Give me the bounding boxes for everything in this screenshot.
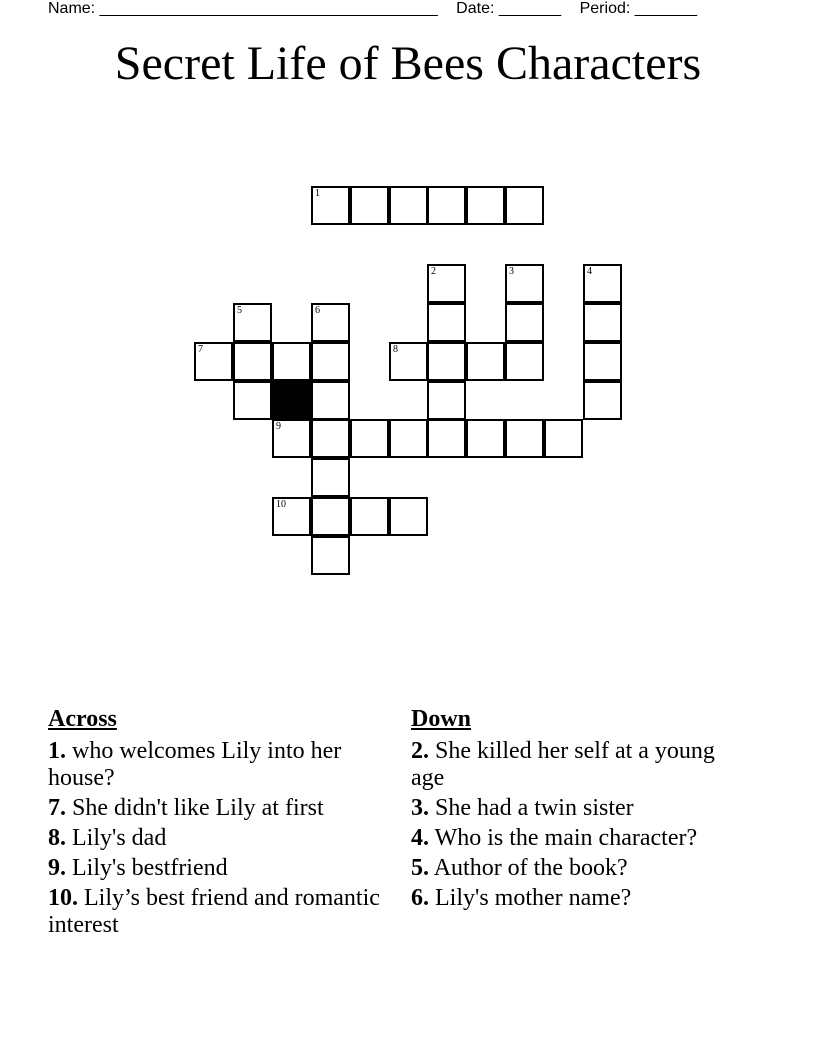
grid-cell[interactable]	[583, 264, 622, 303]
grid-cell[interactable]	[350, 186, 389, 225]
grid-cell[interactable]	[233, 381, 272, 420]
grid-cell[interactable]	[311, 303, 350, 342]
grid-cell[interactable]	[427, 186, 466, 225]
grid-cell[interactable]	[311, 419, 350, 458]
clue-across-9: 9. Lily's bestfriend	[48, 855, 228, 881]
clue-across-1: 1. who welcomes Lily into her house?	[48, 738, 342, 791]
grid-cell[interactable]	[389, 342, 428, 381]
down-heading: Down	[411, 706, 472, 732]
clue-number: 3	[509, 266, 514, 277]
grid-cell[interactable]	[311, 381, 350, 420]
grid-cell[interactable]	[505, 342, 544, 381]
grid-cell[interactable]	[272, 497, 311, 536]
grid-cell[interactable]	[427, 303, 466, 342]
clue-number: 9	[276, 421, 281, 432]
grid-cell[interactable]	[389, 497, 428, 536]
clue-number: 2	[431, 266, 436, 277]
clue-down-5: 5. Author of the book?	[411, 855, 628, 881]
grid-cell[interactable]	[389, 186, 428, 225]
clue-across-7: 7. She didn't like Lily at first	[48, 795, 324, 821]
clue-number: 1	[315, 188, 320, 199]
clue-down-4: 4. Who is the main character?	[411, 825, 698, 851]
grid-cell[interactable]	[389, 419, 428, 458]
across-clues	[48, 704, 388, 942]
grid-cell[interactable]	[466, 342, 505, 381]
clue-number: 5	[237, 305, 242, 316]
name-field-label: Name: ______________________________________	[48, 0, 438, 17]
grid-cell[interactable]	[350, 419, 389, 458]
grid-cell[interactable]	[272, 419, 311, 458]
grid-cell[interactable]	[583, 303, 622, 342]
grid-cell[interactable]	[311, 497, 350, 536]
grid-cell[interactable]	[466, 186, 505, 225]
grid-cell[interactable]	[350, 497, 389, 536]
page-title: Secret Life of Bees Characters	[114, 37, 702, 90]
clue-number: 7	[198, 344, 203, 355]
grid-cell[interactable]	[233, 342, 272, 381]
grid-cell[interactable]	[427, 381, 466, 420]
grid-cell[interactable]	[311, 186, 350, 225]
clue-down-2: 2. She killed her self at a young age	[411, 738, 715, 791]
down-clues	[411, 704, 751, 915]
clue-down-3: 3. She had a twin sister	[411, 795, 634, 821]
grid-cell[interactable]	[466, 419, 505, 458]
grid-cell[interactable]	[233, 303, 272, 342]
grid-cell[interactable]	[505, 264, 544, 303]
across-heading: Across	[48, 706, 117, 732]
grid-cell[interactable]	[505, 186, 544, 225]
clue-across-8: 8. Lily's dad	[48, 825, 167, 851]
period-field-label: Period: _______	[579, 0, 698, 17]
clue-down-6: 6. Lily's mother name?	[411, 885, 632, 911]
clue-across-10: 10. Lily’s best friend and romantic interest	[48, 885, 380, 938]
clue-number: 8	[393, 344, 398, 355]
clue-number: 4	[587, 266, 592, 277]
black-cell	[272, 381, 311, 420]
clue-number: 6	[315, 305, 320, 316]
grid-cell[interactable]	[427, 342, 466, 381]
grid-cell[interactable]	[427, 419, 466, 458]
grid-cell[interactable]	[311, 536, 350, 575]
grid-cell[interactable]	[427, 264, 466, 303]
grid-cell[interactable]	[272, 342, 311, 381]
grid-cell[interactable]	[544, 419, 583, 458]
grid-cell[interactable]	[311, 458, 350, 497]
grid-cell[interactable]	[311, 342, 350, 381]
date-field-label: Date: _______	[456, 0, 562, 17]
grid-cell[interactable]	[583, 342, 622, 381]
grid-cell[interactable]	[505, 419, 544, 458]
grid-cell[interactable]	[583, 381, 622, 420]
grid-cell[interactable]	[505, 303, 544, 342]
clue-number: 10	[276, 499, 286, 510]
grid-cell[interactable]	[194, 342, 233, 381]
